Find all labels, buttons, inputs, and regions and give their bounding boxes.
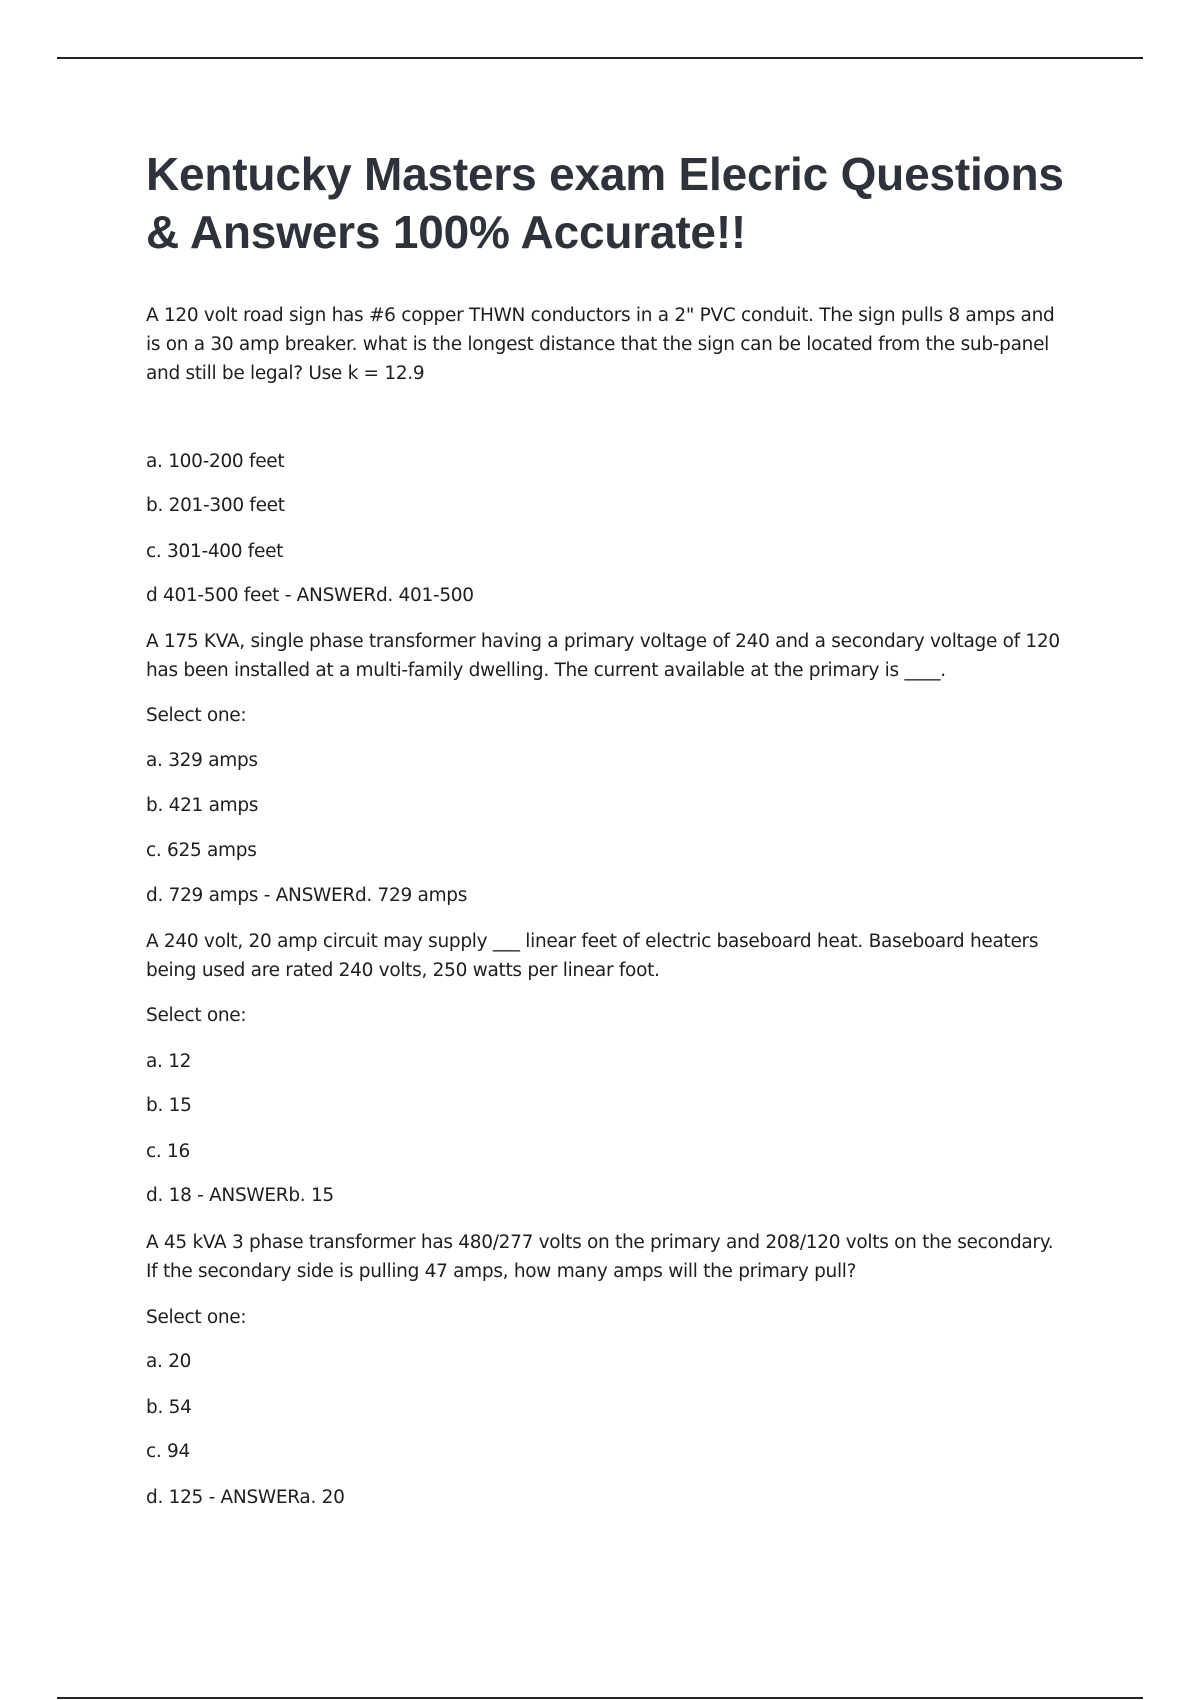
question-2-option-a: a. 329 amps xyxy=(146,750,258,771)
question-3-select-prompt: Select one: xyxy=(146,1005,247,1026)
question-2-option-d-answer: d. 729 amps - ANSWERd. 729 amps xyxy=(146,885,468,906)
question-4-option-a: a. 20 xyxy=(146,1351,192,1372)
question-3-text: A 240 volt, 20 amp circuit may supply ___ linear feet of electric baseboard heat. Baseboard heaters being used are rated 240 volts, 250 watts per linear foot. xyxy=(146,931,1039,981)
question-4-option-b: b. 54 xyxy=(146,1397,192,1418)
document-title: Kentucky Masters exam Elecric Questions & Answers 100% Accurate!! xyxy=(146,148,1064,258)
question-1-option-d-answer: d 401-500 feet - ANSWERd. 401-500 xyxy=(146,585,474,606)
question-1-option-b: b. 201-300 feet xyxy=(146,495,285,516)
question-1-option-a: a. 100-200 feet xyxy=(146,451,285,472)
question-3-option-b: b. 15 xyxy=(146,1095,192,1116)
question-4-select-prompt: Select one: xyxy=(146,1307,247,1328)
question-3-option-c: c. 16 xyxy=(146,1141,190,1162)
question-4-text: A 45 kVA 3 phase transformer has 480/277 volts on the primary and 208/120 volts on the secondary. If the secondary side is pulling 47 amps, how many amps will the primary pull? xyxy=(146,1232,1054,1282)
top-rule xyxy=(57,57,1143,59)
bottom-rule xyxy=(57,1697,1143,1699)
question-2-select-prompt: Select one: xyxy=(146,705,247,726)
question-1-option-c: c. 301-400 feet xyxy=(146,541,284,562)
question-3-option-a: a. 12 xyxy=(146,1051,192,1072)
question-2-option-c: c. 625 amps xyxy=(146,840,257,861)
question-4-option-c: c. 94 xyxy=(146,1441,190,1462)
question-3-option-d-answer: d. 18 - ANSWERb. 15 xyxy=(146,1185,334,1206)
question-4-option-d-answer: d. 125 - ANSWERa. 20 xyxy=(146,1487,345,1508)
question-2-text: A 175 KVA, single phase transformer having a primary voltage of 240 and a secondary voltage of 120 has been installed at a multi-family dwelling. The current available at the primary is ____. xyxy=(146,631,1060,681)
question-1-text: A 120 volt road sign has #6 copper THWN conductors in a 2" PVC conduit. The sign pulls 8 amps and is on a 30 amp breaker. what is the longest distance that the sign can be located from the sub-panel and still be legal? Use k = 12.9 xyxy=(146,305,1055,384)
document-body xyxy=(146,145,1066,1508)
question-2-option-b: b. 421 amps xyxy=(146,795,259,816)
